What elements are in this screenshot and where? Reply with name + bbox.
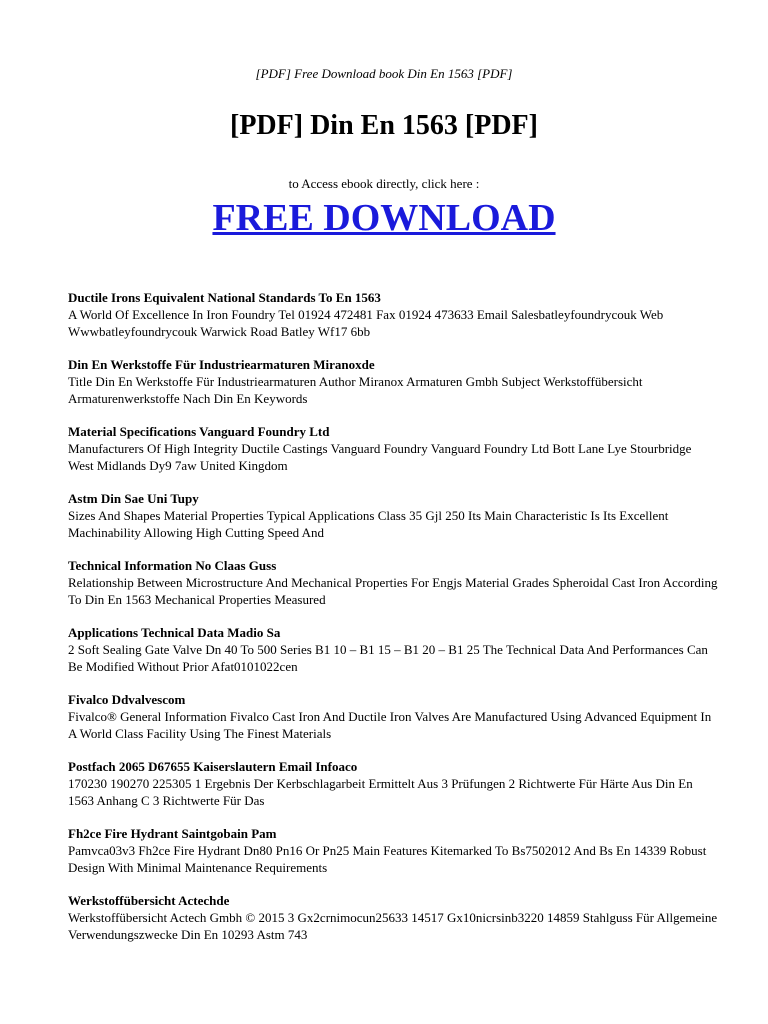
entry-title: Fivalco Ddvalvescom (68, 692, 186, 707)
page-caption: [PDF] Free Download book Din En 1563 [PDF] (255, 66, 513, 81)
entry-title: Din En Werkstoffe Für Industriearmaturen Miranoxde (68, 357, 375, 372)
list-item (68, 557, 718, 608)
entry-description: Werkstoffübersicht Actech Gmbh © 2015 3 Gx2crnimocun25633 14517 Gx10nicrsinb3220 14859 Stahlguss Für Allgemeine Verwendungszwecke Din En 10293 Astm 743 (68, 910, 718, 942)
list-item (68, 624, 718, 675)
entry-description: 2 Soft Sealing Gate Valve Dn 40 To 500 Series B1 10 – B1 15 – B1 20 – B1 25 The Technical Data And Performances Can Be Modified Without Prior Afat0101022cen (68, 642, 708, 674)
list-item (68, 423, 718, 474)
entry-description: A World Of Excellence In Iron Foundry Tel 01924 472481 Fax 01924 473633 Email Salesbatleyfoundrycouk Web Wwwbatleyfoundrycouk Warwick Road Batley Wf17 6bb (68, 307, 664, 339)
list-item (68, 758, 718, 809)
list-item (68, 356, 718, 407)
entry-title: Material Specifications Vanguard Foundry Ltd (68, 424, 330, 439)
free-download-link[interactable]: FREE DOWNLOAD (212, 197, 556, 239)
entry-title: Technical Information No Claas Guss (68, 558, 277, 573)
entry-description: Title Din En Werkstoffe Für Industriearmaturen Author Miranox Armaturen Gmbh Subject Werkstoffübersicht Armaturenwerkstoffe Nach Din En Keywords (68, 374, 643, 406)
entry-description: Relationship Between Microstructure And Mechanical Properties For Engjs Material Grades Spheroidal Cast Iron According To Din En 1563 Mechanical Properties Measured (68, 575, 718, 607)
entry-title: Astm Din Sae Uni Tupy (68, 491, 199, 506)
entry-title: Applications Technical Data Madio Sa (68, 625, 281, 640)
list-item (68, 825, 718, 876)
list-item (68, 691, 718, 742)
entry-title: Fh2ce Fire Hydrant Saintgobain Pam (68, 826, 277, 841)
entry-title: Ductile Irons Equivalent National Standards To En 1563 (68, 290, 381, 305)
entry-description: 170230 190270 225305 1 Ergebnis Der Kerbschlagarbeit Ermittelt Aus 3 Prüfungen 2 Richtwerte Für Härte Aus Din En 1563 Anhang C 3 Richtwerte Für Das (68, 776, 693, 808)
entry-description: Manufacturers Of High Integrity Ductile Castings Vanguard Foundry Vanguard Foundry Ltd Bott Lane Lye Stourbridge West Midlands Dy9 7aw United Kingdom (68, 441, 692, 473)
entry-description: Pamvca03v3 Fh2ce Fire Hydrant Dn80 Pn16 Or Pn25 Main Features Kitemarked To Bs7502012 And Bs En 14339 Robust Design With Minimal Maintenance Requirements (68, 843, 707, 875)
list-item (68, 892, 718, 943)
access-instruction: to Access ebook directly, click here : (288, 176, 480, 191)
entry-title: Postfach 2065 D67655 Kaiserslautern Email Infoaco (68, 759, 358, 774)
entry-title: Werkstoffübersicht Actechde (68, 893, 230, 908)
entry-description: Fivalco® General Information Fivalco Cast Iron And Ductile Iron Valves Are Manufactured Using Advanced Equipment In A World Class Facility Using The Finest Materials (68, 709, 712, 741)
entry-list (68, 289, 718, 959)
page-title: [PDF] Din En 1563 [PDF] (230, 110, 538, 141)
list-item (68, 490, 718, 541)
list-item (68, 289, 718, 340)
entry-description: Sizes And Shapes Material Properties Typical Applications Class 35 Gjl 250 Its Main Characteristic Is Its Excellent Machinability Allowing High Cutting Speed And (68, 508, 669, 540)
